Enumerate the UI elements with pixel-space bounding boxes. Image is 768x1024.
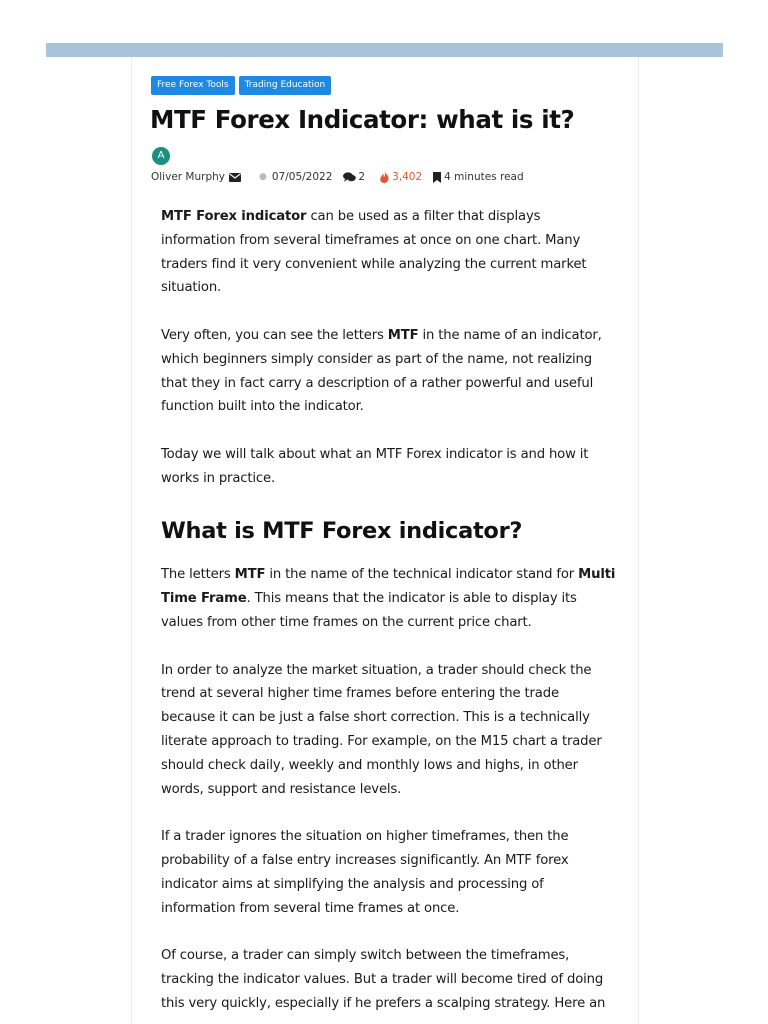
read-time: 4 minutes read <box>444 171 524 183</box>
paragraph-text: can be used as a filter that displays information from several timeframes at once on one chart. Many traders find it very convenient while analyzing the current market situation. <box>161 209 587 296</box>
post-meta <box>151 169 524 185</box>
paragraph-text: in the name of an indicator, which beginners simply consider as part of the name, not realizing that they in fact carry a description of a rather powerful and useful function built into the indicator. <box>161 327 602 415</box>
bold-text: MTF <box>387 327 419 343</box>
paragraph-text: The letters <box>161 567 235 583</box>
tag-trading-education[interactable]: Trading Education <box>239 76 332 95</box>
article-card <box>131 57 639 1024</box>
paragraph-7: Of course, a trader can simply switch between the timeframes, tracking the indicator values. But a trader will become tired of doing this very quickly, especially if he prefers a scalping strategy. Here an <box>161 948 606 1011</box>
tag-free-forex-tools[interactable]: Free Forex Tools <box>151 76 235 95</box>
envelope-icon[interactable] <box>229 173 241 182</box>
paragraph-text: in the name of the technical indicator stand for <box>265 567 579 583</box>
page-title: MTF Forex Indicator: what is it? <box>150 105 575 134</box>
paragraph-text: . This means that the indicator is able to display its values from other time frames on the current price chart. <box>161 591 577 630</box>
paragraph-text: Very often, you can see the letters <box>161 327 388 343</box>
avatar[interactable]: A <box>152 147 170 165</box>
separator-dot: ● <box>259 172 267 182</box>
bold-text: MTF <box>234 567 266 583</box>
bold-text: MTF Forex indicator <box>161 209 307 224</box>
bold-text: Multi Time Frame <box>161 567 616 607</box>
section-heading: What is MTF Forex indicator? <box>161 518 523 545</box>
paragraph-2 <box>161 324 617 419</box>
paragraph-3: Today we will talk about what an MTF Forex indicator is and how it works in practice. <box>161 446 589 486</box>
paragraph-1 <box>161 205 617 300</box>
paragraph-6: If a trader ignores the situation on higher timeframes, then the probability of a false entry increases significantly. An MTF forex indicator aims at simplifying the analysis and processing of information from several time frames at once. <box>161 829 569 916</box>
author-name[interactable]: Oliver Murphy <box>151 171 225 183</box>
bookmark-icon <box>433 172 441 183</box>
view-count: 3,402 <box>392 171 423 183</box>
comments-icon[interactable] <box>343 172 356 182</box>
fire-icon <box>380 171 389 183</box>
comment-count[interactable]: 2 <box>358 171 366 183</box>
article-body <box>161 205 617 1024</box>
post-date: 07/05/2022 <box>271 171 333 183</box>
category-tags <box>151 76 331 95</box>
paragraph-5: In order to analyze the market situation, a trader should check the trend at several higher time frames before entering the trade because it can be just a false short correction. This is a technically literate approach to trading. For example, on the M15 chart a trader should check daily, weekly and monthly lows and highs, in other words, support and resistance levels. <box>161 662 602 797</box>
top-decorative-bar <box>46 43 723 57</box>
paragraph-4 <box>161 563 617 634</box>
